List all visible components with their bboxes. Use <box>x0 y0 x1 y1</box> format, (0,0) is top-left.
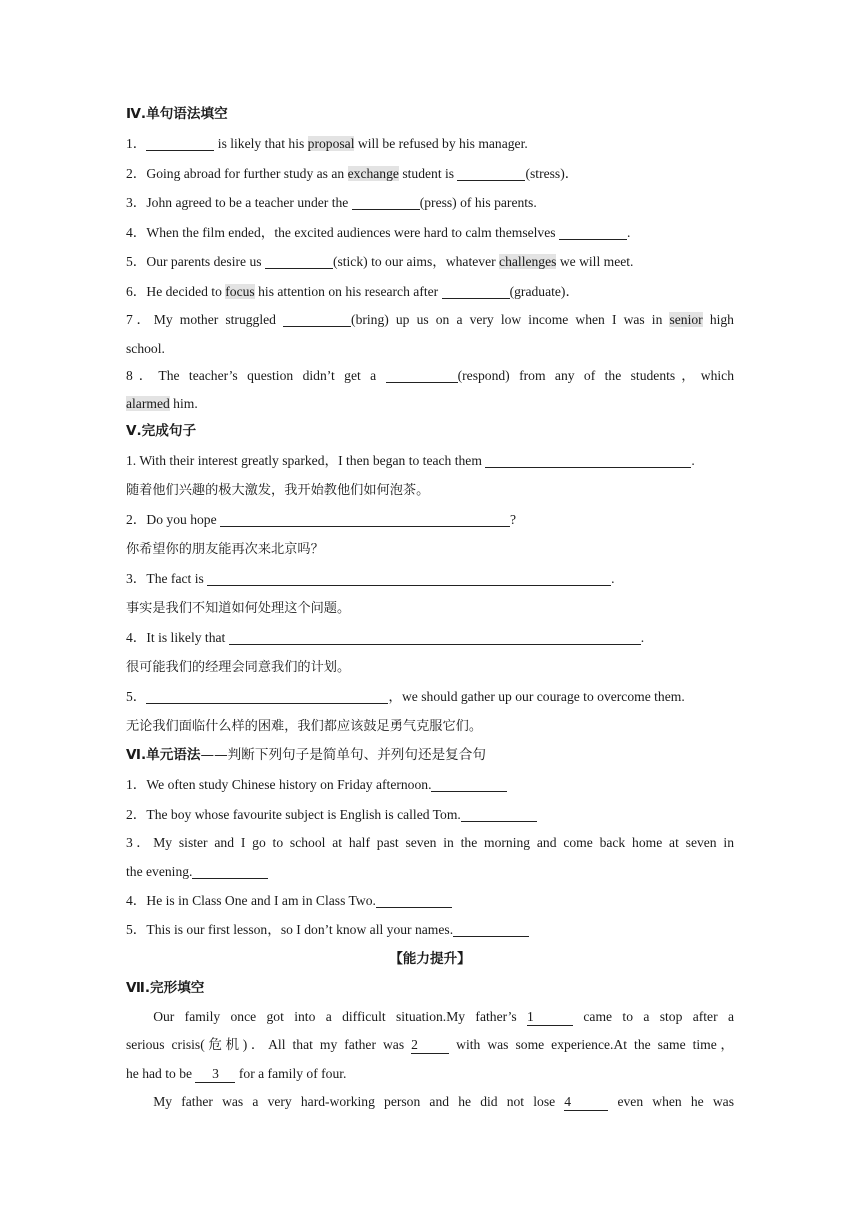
s4-item-6: 6．He decided to focus his attention on his research after (graduate)． <box>126 283 580 299</box>
s4-item-7: 7．My mother struggled (bring) up us on a very low income when I was in senior high <box>126 312 734 327</box>
answer-blank[interactable] <box>146 688 388 704</box>
s4-item-4: 4．When the film ended，the excited audiences were hard to calm themselves . <box>126 224 631 240</box>
highlight-word: proposal <box>307 136 355 151</box>
s5-item-5-cn: 无论我们面临什么样的困难，我们都应该鼓足勇气克服它们。 <box>126 718 483 734</box>
answer-blank[interactable] <box>461 806 537 822</box>
section-6-subtitle: ——判断下列句子是简单句、并列句还是复合句 <box>200 747 486 763</box>
s4-item-5: 5．Our parents desire us (stick) to our aims，whatever challenges we will meet. <box>126 254 634 269</box>
s4-item-8: 8．The teacher’s question didn’t get a (respond) from any of the students，which <box>126 367 734 383</box>
answer-blank[interactable] <box>457 165 525 181</box>
highlight-word: challenges <box>499 254 557 269</box>
worksheet-page <box>126 100 734 1117</box>
cloze-line-3: he had to be 3 for a family of four. <box>126 1065 347 1081</box>
highlight-word: alarmed <box>126 396 170 411</box>
answer-blank[interactable] <box>386 367 458 383</box>
s4-item-1: 1． is likely that his proposal will be refused by his manager. <box>126 136 528 151</box>
s5-item-2: 2．Do you hope ? <box>126 512 517 527</box>
s4-item-7-cont: school. <box>126 340 165 356</box>
answer-blank[interactable] <box>207 570 611 586</box>
answer-blank[interactable] <box>192 863 268 879</box>
s6-item-3-cont: the evening. <box>126 858 734 886</box>
cloze-blank-2[interactable]: 2 <box>411 1037 449 1054</box>
answer-blank[interactable] <box>265 253 333 269</box>
s5-item-1-cn: 随着他们兴趣的极大激发，我开始教他们如何泡茶。 <box>126 482 430 498</box>
answer-blank[interactable] <box>376 892 452 908</box>
cloze-blank-1[interactable]: 1 <box>527 1009 573 1026</box>
highlight-word: focus <box>225 283 255 299</box>
s5-item-4: 4．It is likely that . <box>126 630 645 645</box>
ability-heading: 【能力提升】 <box>389 950 471 967</box>
s5-item-3-cn: 事实是我们不知道如何处理这个问题。 <box>126 600 351 616</box>
answer-blank[interactable] <box>283 311 351 327</box>
answer-blank[interactable] <box>352 194 420 210</box>
answer-blank[interactable] <box>559 224 627 240</box>
s5-item-4-cn: 很可能我们的经理会同意我们的计划。 <box>126 659 351 675</box>
s6-item-5: 5．This is our first lesson，so I don’t know all your names. <box>126 915 734 945</box>
answer-blank[interactable] <box>431 776 507 792</box>
section-5-title: Ⅴ.完成句子 <box>126 423 197 439</box>
cloze-blank-3[interactable]: 3 <box>195 1066 235 1083</box>
section-4-title: Ⅳ.单句语法填空 <box>126 106 228 122</box>
s6-item-3: 3．My sister and I go to school at half past seven in the morning and come back home at seven in <box>126 835 734 850</box>
s4-item-3: 3．John agreed to be a teacher under the (press) of his parents. <box>126 195 537 210</box>
answer-blank[interactable] <box>146 135 214 151</box>
highlight-word: senior <box>669 312 703 327</box>
s5-item-5: 5． ，we should gather up our courage to overcome them. <box>126 689 685 704</box>
cloze-line-4: My father was a very hard-working person and he did not lose 4 even when he was <box>153 1094 734 1109</box>
answer-blank[interactable] <box>453 921 529 937</box>
cloze-line-2: serious crisis(危机)．All that my father was 2 with was some experience.At the same time， <box>126 1037 734 1052</box>
s6-item-4: 4．He is in Class One and I am in Class Two. <box>126 886 734 916</box>
s5-item-3: 3．The fact is . <box>126 571 615 586</box>
cloze-line-1: Our family once got into a difficult situation.My father’s 1 came to a stop after a <box>153 1008 734 1024</box>
s6-item-1: 1．We often study Chinese history on Friday afternoon. <box>126 770 734 800</box>
section-6-title: Ⅵ.单元语法——判断下列句子是简单句、并列句还是复合句 <box>126 747 486 763</box>
section-7-title: Ⅶ.完形填空 <box>126 979 205 996</box>
answer-blank[interactable] <box>442 283 510 299</box>
s5-item-1: 1. With their interest greatly sparked，I then began to teach them . <box>126 453 695 468</box>
s5-item-2-cn: 你希望你的朋友能再次来北京吗？ <box>126 541 324 557</box>
s6-item-2: 2．The boy whose favourite subject is English is called Tom. <box>126 800 734 830</box>
s4-item-8-cont: alarmed him. <box>126 396 198 411</box>
answer-blank[interactable] <box>229 629 641 645</box>
cloze-blank-4[interactable]: 4 <box>564 1094 608 1111</box>
s4-item-2: 2．Going abroad for further study as an exchange student is (stress)． <box>126 165 579 181</box>
answer-blank[interactable] <box>220 511 510 527</box>
answer-blank[interactable] <box>485 452 691 468</box>
highlight-word: exchange <box>347 165 399 181</box>
